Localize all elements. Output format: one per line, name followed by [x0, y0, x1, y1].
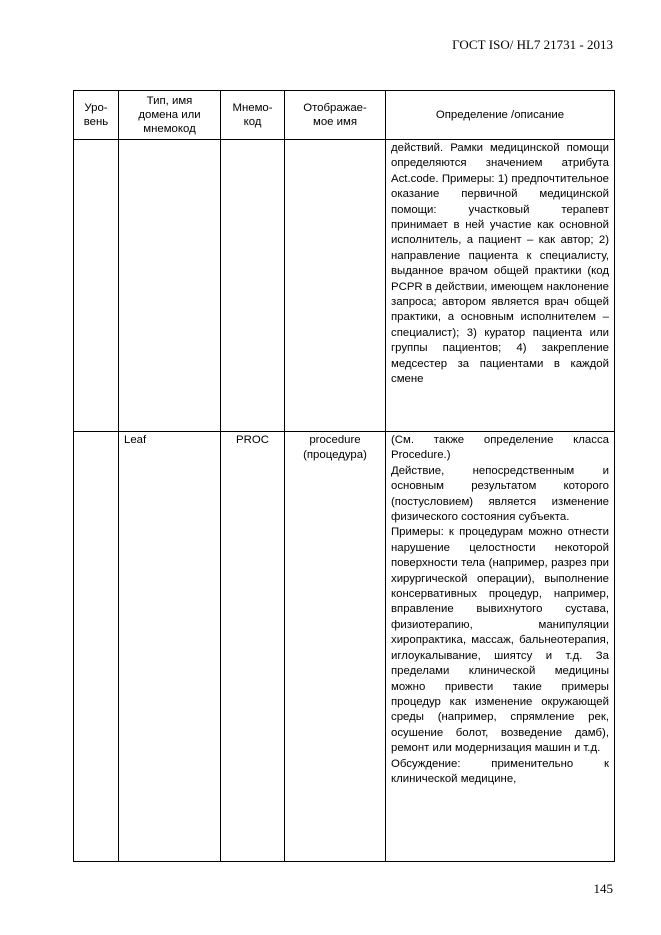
cell-display-name [285, 140, 386, 432]
column-header-display-name: Отображае- мое имя [285, 91, 386, 140]
cell-type: Leaf [119, 432, 221, 862]
page-number: 145 [593, 881, 613, 896]
cell-type [119, 140, 221, 432]
column-header-level: Уро- вень [74, 91, 119, 140]
cell-level [74, 140, 119, 432]
document-header: ГОСТ ISO/ HL7 21731 - 2013 [452, 37, 613, 52]
cell-mnemonic [221, 140, 285, 432]
definition-paragraph: (См. также определение класса Procedure.) [391, 434, 609, 462]
column-header-type: Тип, имя домена или мнемокод [119, 91, 221, 140]
cell-definition: действий. Рамки медицинской помощи определяются значением атрибута Act.code. Примеры: 1) предпочтительное оказание первичной медицинской помощи: участковый терапевт принимает в ней участие как основной исполнитель, а пациент – как автор; 2) направление пациента к специалисту, выданное врачом общей практики (код PCPR в действии, имеющем наклонение запроса; автором является врач общей практики, а основным исполнителем – специалист); 3) куратор пациента или группы пациентов; 4) закрепление медсестер за пациентами в каждой смене [386, 140, 615, 432]
table-header-row [74, 91, 615, 140]
definition-paragraph: Обсуждение: применительно к клинической медицине, [391, 757, 609, 785]
cell-mnemonic: PROC [221, 432, 285, 862]
table-row [74, 432, 615, 862]
definition-paragraph: Действие, непосредственным и основным результатом которого (постусловием) является изменение физического состояния субъекта. [391, 464, 609, 524]
definitions-table [73, 90, 615, 862]
table-row [74, 140, 615, 432]
column-header-mnemonic: Мнемо- код [221, 91, 285, 140]
cell-level [74, 432, 119, 862]
cell-definition [386, 432, 615, 862]
cell-display-name: procedure (процедура) [285, 432, 386, 862]
column-header-definition: Определение /описание [386, 91, 615, 140]
definition-paragraph: Примеры: к процедурам можно отнести нарушение целостности некоторой поверхности тела (например, разрез при хирургической операции), выполнение консервативных процедур, например, вправление вывихнутого сустава, физиотерапию, манипуляции хиропрактика, массаж, бальнеотерапия, иглоукалывание, шиятсу и т.д. За пределами клинической медицины можно привести такие примеры процедур как изменение окружающей среды (например, спрямление рек, осушение болот, возведение дамб), ремонт или модернизация машин и т.д. [391, 526, 609, 755]
